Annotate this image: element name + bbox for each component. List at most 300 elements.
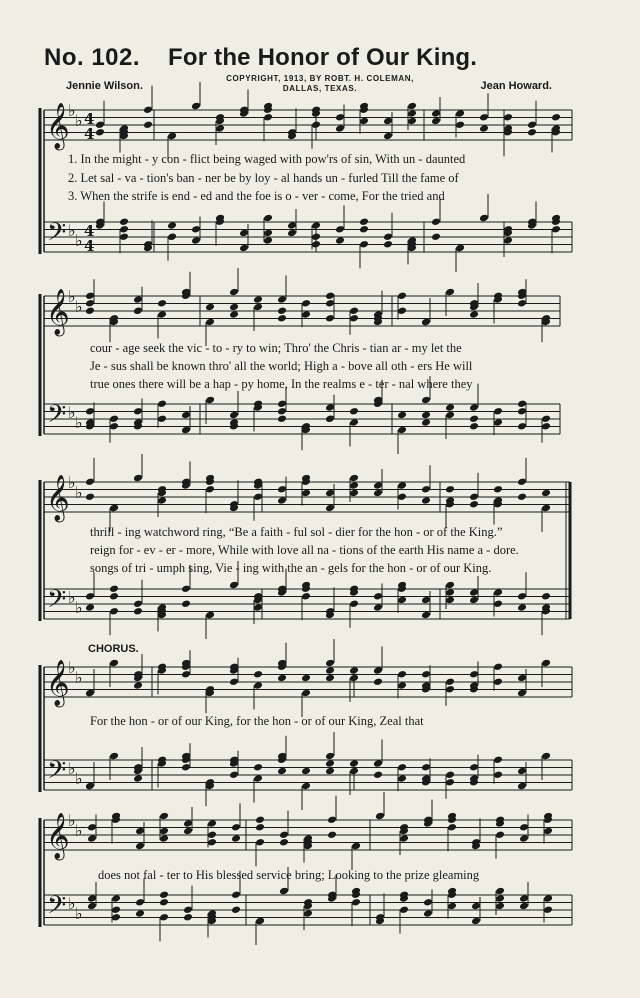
note-head — [109, 607, 119, 616]
note-head — [445, 581, 455, 590]
lyric-verse-1-line-3: thrill - ing watchword ring, “Be a faith - ful sol - dier for the hon - or of the King.” — [90, 525, 503, 539]
note-head — [351, 898, 361, 907]
note-head — [231, 905, 241, 914]
note-head — [183, 913, 193, 922]
note-head — [85, 299, 95, 308]
note-head — [181, 426, 191, 435]
note-head — [493, 662, 503, 671]
note-head — [301, 310, 311, 319]
note-head — [469, 422, 479, 431]
note-head — [397, 492, 407, 501]
flat-icon: ♭ — [68, 403, 76, 422]
bass-clef-icon: 𝄢 — [47, 400, 67, 435]
time-signature-bottom: 4 — [84, 237, 95, 255]
lyric-verse-3-line-1: 3. When the strife is end - ed and the foe is o - ver - come, For the tried and — [68, 189, 445, 203]
note-head — [373, 481, 383, 490]
note-head — [455, 244, 465, 253]
note-head — [301, 592, 311, 601]
note-head — [181, 411, 191, 420]
lyricist-credit: Jennie Wilson. — [66, 80, 143, 92]
note-head — [349, 666, 359, 675]
note-head — [253, 492, 263, 501]
note-head — [85, 407, 95, 416]
note-head — [397, 670, 407, 679]
note-head — [351, 842, 361, 851]
note-head — [109, 584, 119, 593]
note-head — [133, 599, 143, 608]
note-head — [445, 288, 455, 297]
note-head — [327, 815, 337, 824]
note-head — [253, 295, 263, 304]
note-head — [215, 124, 225, 133]
note-head — [349, 306, 359, 315]
note-head — [325, 767, 335, 776]
note-head — [157, 299, 167, 308]
note-head — [85, 603, 95, 612]
note-head — [349, 481, 359, 490]
note-head — [373, 759, 383, 768]
flat-icon: ♭ — [75, 483, 83, 502]
note-head — [207, 819, 217, 828]
note-head — [421, 485, 431, 494]
note-head — [349, 759, 359, 768]
note-head — [279, 887, 289, 896]
note-head — [541, 489, 551, 498]
note-head — [493, 407, 503, 416]
note-head — [109, 422, 119, 431]
note-head — [469, 500, 479, 509]
note-head — [207, 830, 217, 839]
hymn-number: No. 102. — [44, 44, 141, 71]
note-head — [495, 894, 505, 903]
chorus-label: CHORUS. — [88, 643, 139, 655]
note-head — [469, 414, 479, 423]
note-head — [135, 842, 145, 851]
note-head — [493, 588, 503, 597]
flat-icon: ♭ — [68, 811, 76, 830]
note-head — [541, 592, 551, 601]
note-head — [469, 492, 479, 501]
note-head — [325, 759, 335, 768]
note-head — [455, 109, 465, 118]
note-head — [495, 902, 505, 911]
note-head — [133, 295, 143, 304]
note-head — [301, 767, 311, 776]
time-signature-top: 4 — [84, 110, 95, 128]
treble-clef-icon: 𝄞 — [46, 103, 70, 149]
note-head — [159, 812, 169, 821]
note-head — [135, 827, 145, 836]
flat-icon: ♭ — [68, 221, 76, 240]
note-head — [191, 236, 201, 245]
note-head — [479, 214, 489, 223]
note-head — [359, 240, 369, 249]
lyric-verse-2-line-3: reign for - ev - er - more, While with love all na - tions of the earth His name a - dore. — [90, 543, 519, 557]
note-head — [447, 823, 457, 832]
note-head — [493, 677, 503, 686]
note-head — [205, 396, 215, 405]
note-head — [445, 677, 455, 686]
note-head — [495, 830, 505, 839]
note-head — [111, 905, 121, 914]
note-head — [191, 225, 201, 234]
note-head — [255, 815, 265, 824]
note-head — [469, 596, 479, 605]
note-head — [479, 113, 489, 122]
note-head — [349, 674, 359, 683]
note-head — [493, 770, 503, 779]
note-head — [455, 120, 465, 129]
note-head — [359, 117, 369, 126]
note-head — [543, 905, 553, 914]
note-head — [397, 774, 407, 783]
note-head — [231, 890, 241, 899]
note-head — [109, 752, 119, 761]
note-head — [85, 477, 95, 486]
note-head — [325, 299, 335, 308]
time-signature-top: 4 — [84, 222, 95, 240]
note-head — [541, 659, 551, 668]
note-head — [421, 418, 431, 427]
note-head — [349, 407, 359, 416]
flat-icon: ♭ — [75, 111, 83, 130]
note-head — [493, 418, 503, 427]
note-head — [157, 310, 167, 319]
note-head — [399, 834, 409, 843]
note-head — [517, 399, 527, 408]
note-head — [551, 225, 561, 234]
note-head — [167, 221, 177, 230]
note-head — [383, 240, 393, 249]
copyright-line-1: COPYRIGHT, 1913, BY ROBT. H. COLEMAN, — [226, 74, 414, 83]
note-head — [325, 752, 335, 761]
note-head — [95, 120, 105, 129]
note-head — [205, 485, 215, 494]
note-head — [303, 909, 313, 918]
note-head — [421, 670, 431, 679]
note-head — [85, 592, 95, 601]
note-head — [85, 492, 95, 501]
note-head — [407, 117, 417, 126]
note-head — [311, 221, 321, 230]
note-head — [517, 422, 527, 431]
note-head — [517, 603, 527, 612]
note-head — [327, 830, 337, 839]
note-head — [503, 236, 513, 245]
note-head — [135, 909, 145, 918]
note-head — [517, 674, 527, 683]
note-head — [181, 670, 191, 679]
note-head — [85, 782, 95, 791]
note-head — [517, 592, 527, 601]
note-head — [253, 303, 263, 312]
flat-icon: ♭ — [75, 821, 83, 840]
note-head — [445, 411, 455, 420]
note-head — [335, 225, 345, 234]
note-head — [517, 477, 527, 486]
note-head — [349, 489, 359, 498]
note-head — [399, 905, 409, 914]
bass-clef-icon: 𝄢 — [47, 891, 67, 926]
note-head — [373, 770, 383, 779]
note-head — [325, 403, 335, 412]
note-head — [493, 599, 503, 608]
note-head — [541, 752, 551, 761]
note-head — [143, 105, 153, 114]
note-head — [87, 823, 97, 832]
note-head — [517, 492, 527, 501]
note-head — [469, 310, 479, 319]
note-head — [181, 599, 191, 608]
flat-icon: ♭ — [68, 759, 76, 778]
lyric-verse-2-line-1: 2. Let sal - va - tion's ban - ner be by loy - al hands un - furled Till the fame of — [68, 171, 459, 185]
note-head — [493, 755, 503, 764]
note-head — [383, 232, 393, 241]
note-head — [397, 763, 407, 772]
lyric-chorus-line-1: For the hon - or of our King, for the hon - or of our King, Zeal that — [90, 714, 424, 728]
note-head — [421, 763, 431, 772]
note-head — [397, 426, 407, 435]
note-head — [349, 599, 359, 608]
flat-icon: ♭ — [75, 297, 83, 316]
note-head — [119, 225, 129, 234]
copyright-line-2: DALLAS, TEXAS. — [282, 84, 358, 93]
note-head — [495, 887, 505, 896]
note-head — [229, 677, 239, 686]
note-head — [421, 596, 431, 605]
note-head — [335, 236, 345, 245]
note-head — [493, 485, 503, 494]
note-head — [349, 418, 359, 427]
lyric-verse-3-line-2: true ones there will be a hap - py home, In the realms e - ter - nal where they — [90, 377, 473, 391]
note-head — [183, 819, 193, 828]
note-head — [373, 666, 383, 675]
note-head — [517, 299, 527, 308]
flat-icon: ♭ — [68, 287, 76, 306]
note-head — [277, 399, 287, 408]
note-head — [239, 229, 249, 238]
note-head — [469, 403, 479, 412]
note-head — [431, 217, 441, 226]
note-head — [159, 827, 169, 836]
flat-icon: ♭ — [75, 769, 83, 788]
flat-icon: ♭ — [68, 101, 76, 120]
flat-icon: ♭ — [68, 894, 76, 913]
note-head — [431, 117, 441, 126]
note-head — [133, 474, 143, 483]
note-head — [159, 834, 169, 843]
bass-clef-icon: 𝄢 — [47, 218, 67, 253]
lyric-verse-1-line-1: 1. In the might - y con - flict being waged with pow'rs of sin, With un - daunted — [68, 152, 466, 166]
note-head — [359, 225, 369, 234]
note-head — [207, 838, 217, 847]
note-head — [421, 496, 431, 505]
note-head — [157, 414, 167, 423]
note-head — [527, 120, 537, 129]
note-head — [229, 770, 239, 779]
note-head — [407, 102, 417, 111]
note-head — [397, 596, 407, 605]
note-head — [469, 588, 479, 597]
note-head — [263, 214, 273, 223]
note-head — [229, 303, 239, 312]
note-head — [373, 677, 383, 686]
note-head — [205, 303, 215, 312]
note-head — [471, 917, 481, 926]
note-head — [311, 232, 321, 241]
note-head — [229, 310, 239, 319]
note-head — [445, 485, 455, 494]
note-head — [527, 128, 537, 137]
note-head — [287, 221, 297, 230]
note-head — [311, 120, 321, 129]
note-head — [373, 489, 383, 498]
note-head — [325, 659, 335, 668]
lyric-chorus-line-2: does not fal - ter to His blessed service bring; Looking to the prize gleaming — [98, 868, 480, 882]
note-head — [517, 689, 527, 698]
note-head — [277, 407, 287, 416]
flat-icon: ♭ — [75, 598, 83, 617]
note-head — [445, 403, 455, 412]
note-head — [325, 291, 335, 300]
note-head — [325, 414, 335, 423]
note-head — [373, 603, 383, 612]
note-head — [373, 592, 383, 601]
note-head — [159, 890, 169, 899]
note-head — [541, 504, 551, 513]
note-head — [349, 474, 359, 483]
note-head — [471, 902, 481, 911]
note-head — [431, 109, 441, 118]
note-head — [277, 314, 287, 323]
note-head — [159, 913, 169, 922]
note-head — [87, 902, 97, 911]
composer-credit: Jean Howard. — [480, 80, 552, 92]
note-head — [87, 894, 97, 903]
lyric-verse-3-line-3: songs of tri - umph sing, Vie - ing with the an - gels for the hon - or of our King. — [90, 561, 492, 575]
note-head — [229, 411, 239, 420]
note-head — [231, 834, 241, 843]
note-head — [263, 229, 273, 238]
note-head — [445, 778, 455, 787]
note-head — [253, 763, 263, 772]
note-head — [109, 592, 119, 601]
treble-clef-icon: 𝄞 — [46, 475, 70, 521]
flat-icon: ♭ — [68, 473, 76, 492]
note-head — [85, 689, 95, 698]
flat-icon: ♭ — [75, 231, 83, 250]
note-head — [349, 314, 359, 323]
flat-icon: ♭ — [75, 668, 83, 687]
note-head — [335, 124, 345, 133]
note-head — [543, 827, 553, 836]
note-head — [421, 411, 431, 420]
note-head — [133, 607, 143, 616]
note-head — [431, 232, 441, 241]
note-head — [445, 596, 455, 605]
note-head — [109, 414, 119, 423]
note-head — [397, 681, 407, 690]
flat-icon: ♭ — [68, 658, 76, 677]
note-head — [253, 603, 263, 612]
hymn-title: For the Honor of Our King. — [168, 44, 478, 71]
note-head — [277, 496, 287, 505]
note-head — [277, 767, 287, 776]
bass-clef-icon: 𝄢 — [47, 756, 67, 791]
treble-clef-icon: 𝄞 — [46, 289, 70, 335]
note-head — [421, 396, 431, 405]
note-head — [375, 812, 385, 821]
note-head — [111, 913, 121, 922]
note-head — [183, 905, 193, 914]
note-head — [359, 217, 369, 226]
note-head — [277, 414, 287, 423]
note-head — [519, 902, 529, 911]
note-head — [301, 299, 311, 308]
note-head — [119, 217, 129, 226]
note-head — [397, 481, 407, 490]
note-head — [301, 489, 311, 498]
note-head — [277, 674, 287, 683]
note-head — [383, 117, 393, 126]
note-head — [119, 232, 129, 241]
note-head — [135, 898, 145, 907]
note-head — [255, 823, 265, 832]
note-head — [397, 291, 407, 300]
lyric-verse-1-line-2: cour - age seek the vic - to - ry to win; Thro' the Chris - tian ar - my let the — [90, 341, 462, 355]
note-head — [263, 236, 273, 245]
note-head — [253, 681, 263, 690]
note-head — [421, 318, 431, 327]
note-head — [301, 674, 311, 683]
note-head — [109, 659, 119, 668]
flat-icon: ♭ — [75, 904, 83, 923]
note-head — [181, 763, 191, 772]
note-head — [301, 782, 311, 791]
note-head — [397, 411, 407, 420]
note-head — [191, 102, 201, 111]
note-head — [85, 291, 95, 300]
note-head — [543, 894, 553, 903]
note-head — [109, 504, 119, 513]
note-head — [239, 244, 249, 253]
note-head — [95, 128, 105, 137]
note-head — [157, 496, 167, 505]
note-head — [519, 823, 529, 832]
note-head — [181, 584, 191, 593]
note-head — [85, 306, 95, 315]
note-head — [325, 489, 335, 498]
note-head — [469, 670, 479, 679]
note-head — [253, 774, 263, 783]
note-head — [301, 689, 311, 698]
note-head — [517, 782, 527, 791]
note-head — [159, 898, 169, 907]
note-head — [167, 232, 177, 241]
time-signature-bottom: 4 — [84, 125, 95, 143]
note-head — [133, 774, 143, 783]
note-head — [423, 898, 433, 907]
bass-clef-icon: 𝄢 — [47, 585, 67, 620]
note-head — [229, 288, 239, 297]
note-head — [383, 132, 393, 141]
note-head — [517, 767, 527, 776]
note-head — [133, 681, 143, 690]
note-head — [311, 240, 321, 249]
note-head — [517, 407, 527, 416]
note-head — [519, 834, 529, 843]
note-head — [445, 588, 455, 597]
